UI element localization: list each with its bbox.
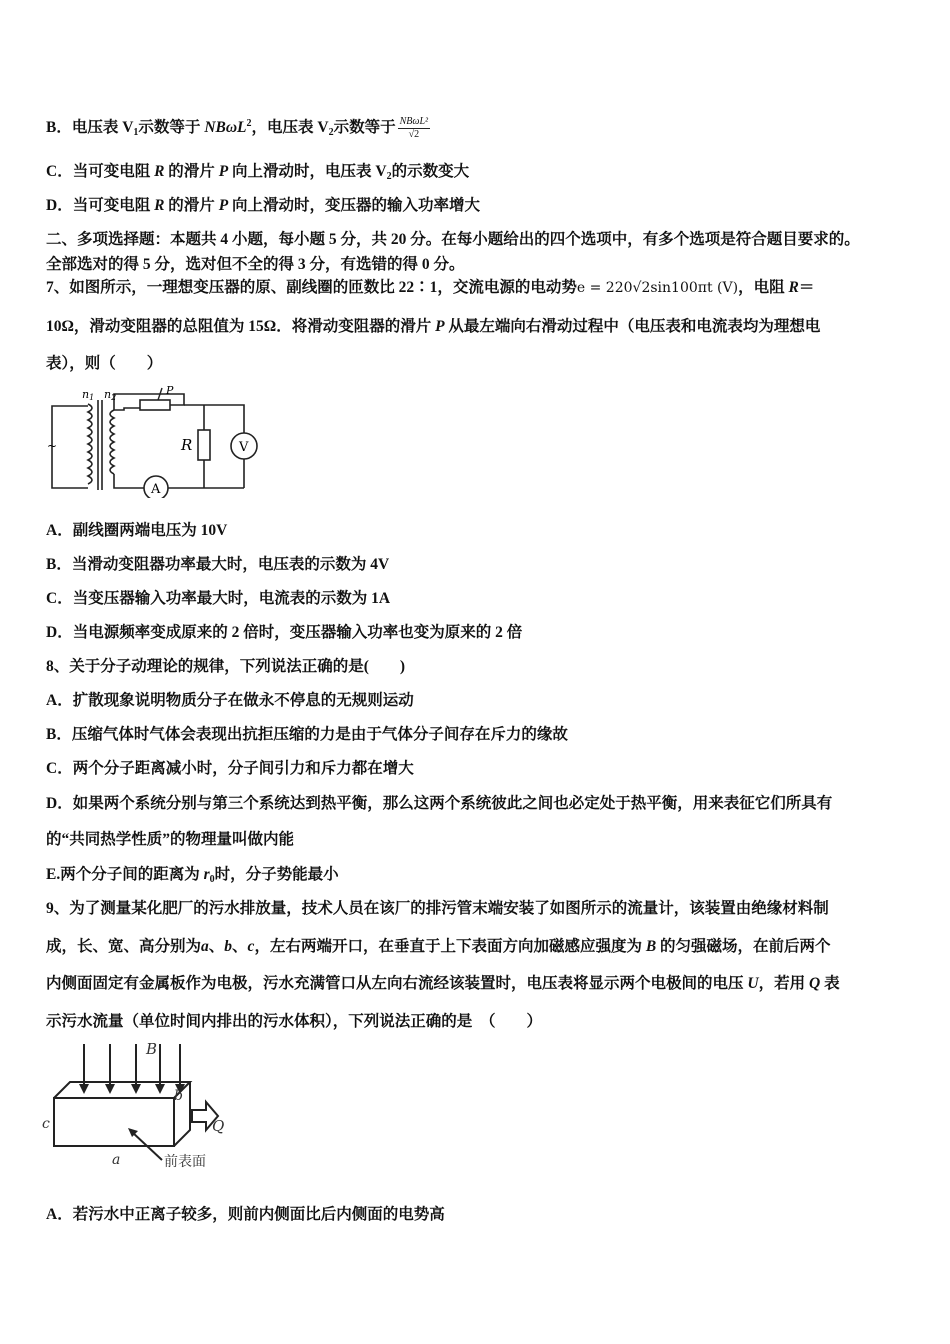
q6-option-c: C．当可变电阻 R 的滑片 P 向上滑动时，电压表 $V_2$的示数变大	[46, 163, 470, 182]
fraction: $\frac{\text{NBωL²}}{√2}$	[399, 115, 429, 140]
transformer-circuit-diagram	[44, 386, 264, 498]
q7-stem-line2: 10Ω，滑动变阻器的总阻值为 15Ω．将滑动变阻器的滑片 P 从最左端向右滑动过程中（电压表和电流表均为理想电	[46, 318, 821, 335]
q6-option-d: D．当可变电阻 R 的滑片 P 向上滑动时，变压器的输入功率增大	[46, 197, 481, 214]
q8-option-b: B．压缩气体时气体会表现出抗拒压缩的力是由于气体分子间存在斥力的缘故	[46, 726, 568, 743]
q7-option-d: D．当电源频率变成原来的 2 倍时，变压器输入功率也变为原来的 2 倍	[46, 624, 523, 641]
q7-option-c: C．当变压器输入功率最大时，电流表的示数为 1A	[46, 590, 391, 607]
label-front-face: 前表面	[164, 1154, 206, 1170]
q8-option-c: C．两个分子距离减小时，分子间引力和斥力都在增大	[46, 760, 414, 777]
section-header-2: 全部选对的得 5 分，选对但不全的得 3 分，有选错的得 0 分。	[46, 256, 465, 273]
ammeter-label: A	[151, 482, 161, 497]
q8-option-d-cont: 的“共同热学性质”的物理量叫做内能	[46, 831, 295, 848]
n1-label: n1	[82, 388, 95, 402]
n2-label: n2	[104, 388, 117, 402]
emf-formula: e = 220√2sin100πt (V)	[576, 280, 739, 296]
q7-stem-line3: 表），则（ ）	[46, 355, 163, 372]
q8-option-d: D．如果两个系统分别与第三个系统达到热平衡，那么这两个系统彼此之间也必定处于热平衡，用来表征它们所具有	[46, 795, 833, 812]
q7-stem-line1: 7、如图所示，一理想变压器的原、副线圈的匝数比 22∶1，交流电源的电动势e = 220√2sin100πt (V)，电阻 R＝	[46, 279, 815, 296]
flowmeter-diagram	[40, 1040, 250, 1172]
q9-option-a: A．若污水中正离子较多，则前内侧面比后内侧面的电势高	[46, 1206, 445, 1223]
q9-stem-line4: 示污水流量（单位时间内排出的污水体积），下列说法正确的是 （ ）	[46, 1013, 543, 1030]
ac-source-icon: ~	[47, 439, 58, 453]
q8-stem: 8、关于分子动理论的规律，下列说法正确的是( )	[46, 658, 406, 675]
label-length: a	[112, 1152, 121, 1168]
q9-stem-line3: 内侧面固定有金属板作为电极，污水充满管口从左向右流经该装置时，电压表将显示两个电极间的电压 U，若用 Q 表	[46, 975, 840, 992]
label-height: c	[42, 1116, 50, 1132]
label-b-field: B	[146, 1040, 158, 1058]
q8-option-a: A．扩散现象说明物质分子在做永不停息的无规则运动	[46, 692, 414, 709]
section-header: 二、多项选择题：本题共 4 小题，每小题 5 分，共 20 分。在每小题给出的四个选项中，有多个选项是符合题目要求的。	[46, 231, 860, 248]
q9-stem-line1: 9、为了测量某化肥厂的污水排放量，技术人员在该厂的排污管末端安装了如图所示的流量计，该装置由绝缘材料制	[46, 900, 829, 917]
voltmeter-label: V	[239, 440, 249, 455]
magnetic-field-arrows	[79, 1084, 185, 1137]
q7-option-b: B．当滑动变阻器功率最大时，电压表的示数为 4V	[46, 556, 390, 573]
q7-option-a: A．副线圈两端电压为 10V	[46, 522, 228, 539]
q9-stem-line2: 成，长、宽、高分别为a、b、c，左右两端开口，在垂直于上下表面方向加磁感应强度为 B 的匀强磁场，在前后两个	[46, 938, 831, 955]
q8-option-e: E.两个分子间的距离为 $r_0$时，分子势能最小	[46, 866, 339, 885]
resistor-label: R	[181, 436, 193, 454]
label-width: b	[174, 1088, 183, 1104]
label-flow: Q	[212, 1117, 225, 1135]
q6-option-b: B．电压表 $V_1$示数等于 NBωL$^2$，电压表 $V_2$示数等于 $\frac{\text{NBωL²}}{√2}$	[46, 115, 429, 140]
slider-label: P	[166, 386, 174, 397]
